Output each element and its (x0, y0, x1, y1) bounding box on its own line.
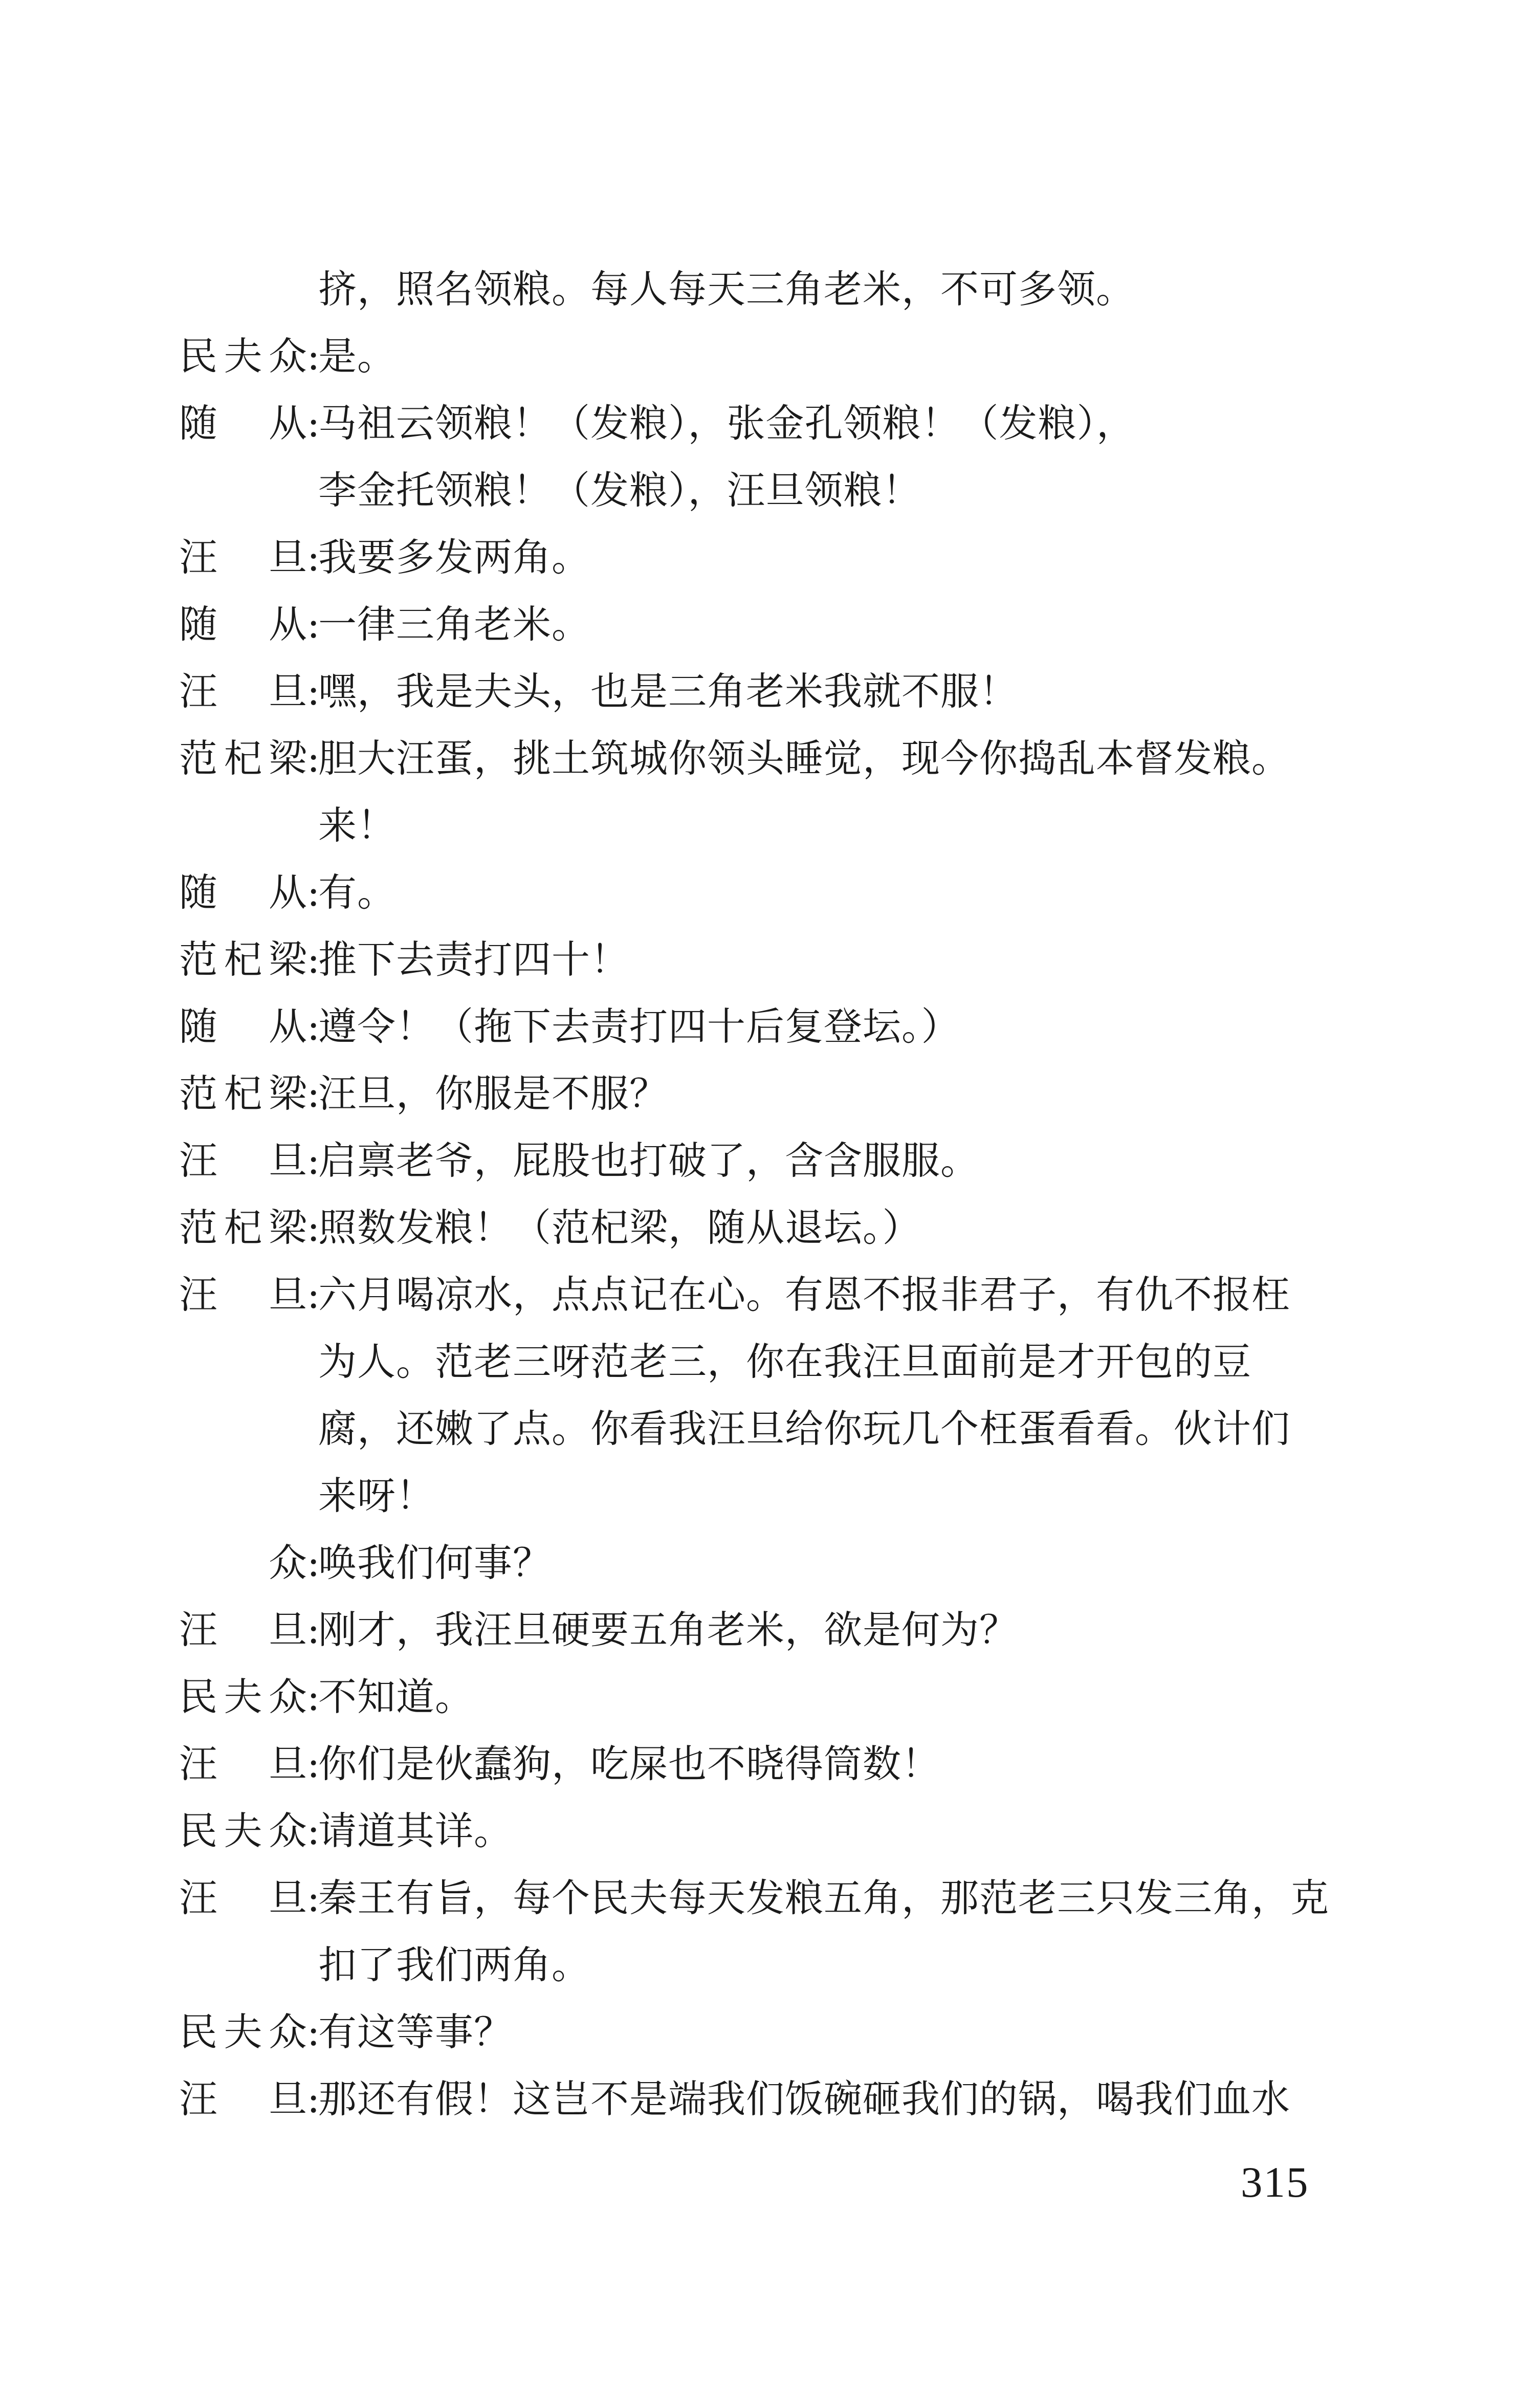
speaker-name: 范杞梁 (179, 736, 307, 781)
speech-text: 马祖云领粮！（发粮），张金孔领粮！（发粮）， (318, 401, 1136, 446)
speaker-name: 汪 旦 (179, 669, 307, 714)
speaker-colon: : (307, 1071, 320, 1116)
dialogue-line (179, 524, 1417, 591)
speech-text: 有这等事？ (318, 2009, 513, 2054)
speaker-colon: : (307, 1674, 320, 1719)
dialogue-line (179, 1664, 1417, 1731)
speech-text: 那还有假！这岂不是端我们饭碗砸我们的锅，喝我们血水 (318, 2076, 1291, 2121)
dialogue-line (179, 390, 1417, 457)
speech-text: 请道其详。 (318, 1808, 513, 1853)
speaker-name: 范杞梁 (179, 937, 307, 982)
dialogue-continuation-line (179, 792, 1417, 859)
dialogue-line (179, 859, 1417, 926)
speaker-name: 汪 旦 (179, 1272, 307, 1317)
dialogue-line (179, 323, 1417, 390)
speaker-name: 随 从 (179, 1004, 307, 1049)
speaker-colon: : (307, 1272, 320, 1317)
speech-text: 是。 (318, 334, 397, 379)
dialogue-line (179, 1596, 1417, 1664)
speaker-colon: : (307, 2009, 320, 2054)
speaker-name: 随 从 (179, 602, 307, 647)
speaker-name: 范杞梁 (179, 1071, 307, 1116)
speaker-name: 汪 旦 (179, 535, 307, 580)
dialogue-line (179, 1194, 1417, 1261)
dialogue-line (179, 2066, 1417, 2133)
speaker-colon: : (307, 1138, 320, 1183)
dialogue-line (179, 1731, 1417, 1798)
dialogue-line (179, 926, 1417, 993)
dialogue-line (179, 1865, 1417, 1932)
speaker-name: 汪 旦 (179, 1607, 307, 1652)
dialogue-line (179, 1127, 1417, 1194)
speaker-name: 汪 旦 (179, 2076, 307, 2121)
speech-text: 胆大汪蛋，挑土筑城你领头睡觉，现今你捣乱本督发粮。 (318, 736, 1291, 781)
dialogue-line (179, 1999, 1417, 2066)
speaker-name: 民夫众 (179, 2009, 307, 2054)
speech-text: 来呀！ (318, 1473, 435, 1518)
speaker-colon: : (307, 1607, 320, 1652)
speech-text: 我要多发两角。 (318, 535, 591, 580)
speaker-name: 汪 旦 (179, 1875, 307, 1920)
speaker-colon: : (307, 535, 320, 580)
speech-text: 不知道。 (318, 1674, 474, 1719)
speaker-colon: : (307, 669, 320, 714)
speech-text: 腐，还嫩了点。你看我汪旦给你玩几个枉蛋看看。伙计们 (318, 1406, 1291, 1451)
dialogue-line (179, 1529, 1417, 1596)
dialogue-line (179, 658, 1417, 725)
speech-text: 扣了我们两角。 (318, 1942, 591, 1987)
speaker-name: 随 从 (179, 870, 307, 915)
dialogue-continuation-line (179, 256, 1417, 323)
speech-text: 唤我们何事？ (318, 1540, 552, 1585)
speaker-colon: : (307, 736, 320, 781)
speech-text: 遵令！（拖下去责打四十后复登坛。） (318, 1004, 960, 1049)
speech-text: 汪旦，你服是不服？ (318, 1071, 669, 1116)
speaker-colon: : (307, 1875, 320, 1920)
speaker-colon: : (307, 334, 320, 379)
speech-text: 启禀老爷，屁股也打破了，含含服服。 (318, 1138, 980, 1183)
speech-text: 推下去责打四十！ (318, 937, 630, 982)
speaker-name: 汪 旦 (179, 1741, 307, 1786)
page-number: 315 (1241, 2158, 1309, 2206)
speaker-colon: : (307, 602, 320, 647)
speech-text: 刚才，我汪旦硬要五角老米，欲是何为？ (318, 1607, 1019, 1652)
speech-text: 李金托领粮！（发粮），汪旦领粮！ (318, 468, 921, 513)
speaker-name: 随 从 (179, 401, 307, 446)
speech-text: 为人。范老三呀范老三，你在我汪旦面前是才开包的豆 (318, 1339, 1252, 1384)
speaker-colon: : (307, 401, 320, 446)
speech-text: 挤，照名领粮。每人每天三角老米，不可多领。 (318, 267, 1135, 312)
speaker-colon: : (307, 1540, 320, 1585)
dialogue-continuation-line (179, 1932, 1417, 1999)
dialogue-line (179, 1798, 1417, 1865)
speech-text: 一律三角老米。 (318, 602, 591, 647)
dialogue-continuation-line (179, 1462, 1417, 1529)
speech-text: 来！ (318, 803, 397, 848)
dialogue-line (179, 993, 1417, 1060)
speech-text: 六月喝凉水，点点记在心。有恩不报非君子，有仇不报枉 (318, 1272, 1291, 1317)
dialogue-continuation-line (179, 457, 1417, 524)
speaker-colon: : (307, 1808, 320, 1853)
speaker-colon: : (307, 1741, 320, 1786)
speaker-colon: : (307, 937, 320, 982)
speaker-name: 范杞梁 (179, 1205, 307, 1250)
speaker-name: 汪 旦 (179, 1138, 307, 1183)
speech-text: 嘿，我是夫头，也是三角老米我就不服！ (318, 669, 1019, 714)
speaker-colon: : (307, 1004, 320, 1049)
play-script-body (179, 256, 1417, 2133)
speaker-name: 民夫众 (179, 1674, 307, 1719)
dialogue-continuation-line (179, 1395, 1417, 1462)
dialogue-line (179, 725, 1417, 792)
speaker-colon: : (307, 1205, 320, 1250)
speech-text: 照数发粮！（范杞梁，随从退坛。） (318, 1205, 921, 1250)
dialogue-continuation-line (179, 1328, 1417, 1395)
speaker-colon: : (307, 2076, 320, 2121)
dialogue-line (179, 1261, 1417, 1328)
speaker-colon: : (307, 870, 320, 915)
dialogue-line (179, 591, 1417, 658)
speech-text: 你们是伙蠢狗，吃屎也不晓得筒数！ (318, 1741, 941, 1786)
speaker-name: 民夫众 (179, 1808, 307, 1853)
speaker-name: 众 (268, 1540, 307, 1585)
speaker-name: 民夫众 (179, 334, 307, 379)
speech-text: 秦王有旨，每个民夫每天发粮五角，那范老三只发三角，克 (318, 1875, 1330, 1920)
dialogue-line (179, 1060, 1417, 1127)
speech-text: 有。 (318, 870, 397, 915)
